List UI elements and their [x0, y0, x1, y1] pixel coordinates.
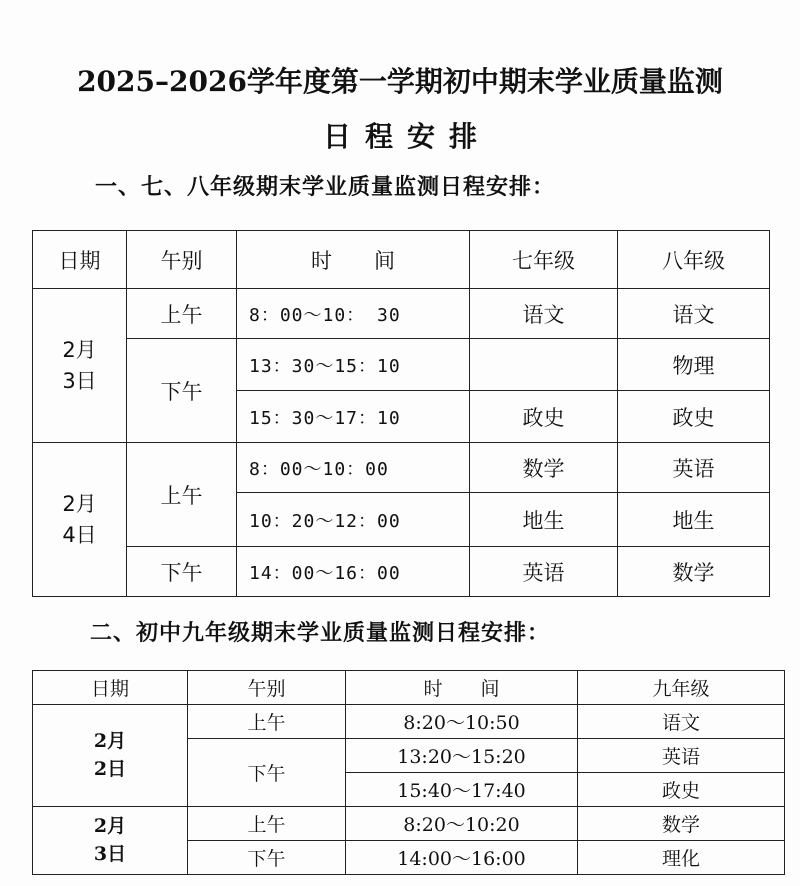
- time-cell: 10：20～12：00: [237, 493, 470, 547]
- column-header: 日期: [33, 231, 127, 289]
- grade9-subject-cell: 理化: [578, 841, 785, 875]
- grade9-subject-cell: 数学: [578, 807, 785, 841]
- date-month: 2月: [93, 814, 127, 837]
- column-header: 九年级: [578, 671, 785, 705]
- date-day: 4日: [62, 522, 97, 547]
- date-cell: [33, 289, 127, 443]
- document-subtitle: 日程安排: [322, 120, 491, 153]
- grade9-subject-cell: 政史: [578, 773, 785, 807]
- time-cell: 8：00～10：00: [237, 443, 470, 493]
- time-cell: 8:20～10:50: [346, 705, 578, 739]
- schedule-table-grade7-8: [32, 230, 770, 597]
- time-cell: 14:00～16:00: [346, 841, 578, 875]
- grade8-subject-cell: 数学: [618, 547, 770, 597]
- period-cell: 上午: [127, 289, 237, 339]
- period-cell: 上午: [188, 705, 346, 739]
- section1-heading: 一、七、八年级期末学业质量监测日程安排：: [95, 175, 556, 200]
- grade8-subject-cell: 物理: [618, 339, 770, 391]
- time-cell: 14：00～16：00: [237, 547, 470, 597]
- grade8-subject-cell: 英语: [618, 443, 770, 493]
- date-cell: [33, 705, 188, 807]
- date-cell: [33, 807, 188, 875]
- time-cell: 13：30～15：10: [237, 339, 470, 391]
- table-row: [33, 339, 770, 391]
- table-row: [33, 443, 770, 493]
- date-day: 3日: [62, 368, 97, 393]
- column-header: 七年级: [470, 231, 618, 289]
- table-row: [33, 705, 785, 739]
- grade8-subject-cell: 政史: [618, 391, 770, 443]
- table-header-row: [33, 231, 770, 289]
- document-title: 2025–2026学年度第一学期初中期末学业质量监测: [77, 65, 723, 98]
- table-header-row: [33, 671, 785, 705]
- date-month: 2月: [93, 729, 127, 752]
- schedule-table-grade9: [32, 670, 785, 875]
- column-header: 时 间: [346, 671, 578, 705]
- period-cell: 下午: [188, 841, 346, 875]
- period-cell: 下午: [127, 339, 237, 443]
- column-header: 八年级: [618, 231, 770, 289]
- section2-heading: 二、初中九年级期末学业质量监测日程安排：: [90, 621, 551, 646]
- grade7-subject-cell: 英语: [470, 547, 618, 597]
- grade7-subject-cell: 政史: [470, 391, 618, 443]
- column-header: 日期: [33, 671, 188, 705]
- grade9-subject-cell: 语文: [578, 705, 785, 739]
- date-day: 2日: [93, 757, 127, 780]
- date-day: 3日: [93, 842, 127, 865]
- column-header: 午别: [127, 231, 237, 289]
- column-header: 午别: [188, 671, 346, 705]
- period-cell: 上午: [127, 443, 237, 547]
- grade8-subject-cell: 地生: [618, 493, 770, 547]
- period-cell: 下午: [127, 547, 237, 597]
- grade7-subject-cell: 语文: [470, 289, 618, 339]
- grade7-subject-cell: 数学: [470, 443, 618, 493]
- time-cell: 8：00～10： 30: [237, 289, 470, 339]
- period-cell: 上午: [188, 807, 346, 841]
- grade7-subject-cell: [470, 339, 618, 391]
- time-cell: 8:20～10:20: [346, 807, 578, 841]
- date-month: 2月: [62, 338, 97, 363]
- grade7-subject-cell: 地生: [470, 493, 618, 547]
- date-cell: [33, 443, 127, 597]
- grade9-subject-cell: 英语: [578, 739, 785, 773]
- time-cell: 15：30～17：10: [237, 391, 470, 443]
- grade8-subject-cell: 语文: [618, 289, 770, 339]
- table-row: [33, 807, 785, 841]
- time-cell: 15:40～17:40: [346, 773, 578, 807]
- date-month: 2月: [62, 492, 97, 517]
- column-header: 时 间: [237, 231, 470, 289]
- time-cell: 13:20～15:20: [346, 739, 578, 773]
- table-row: [33, 289, 770, 339]
- period-cell: 下午: [188, 739, 346, 807]
- table-row: [33, 547, 770, 597]
